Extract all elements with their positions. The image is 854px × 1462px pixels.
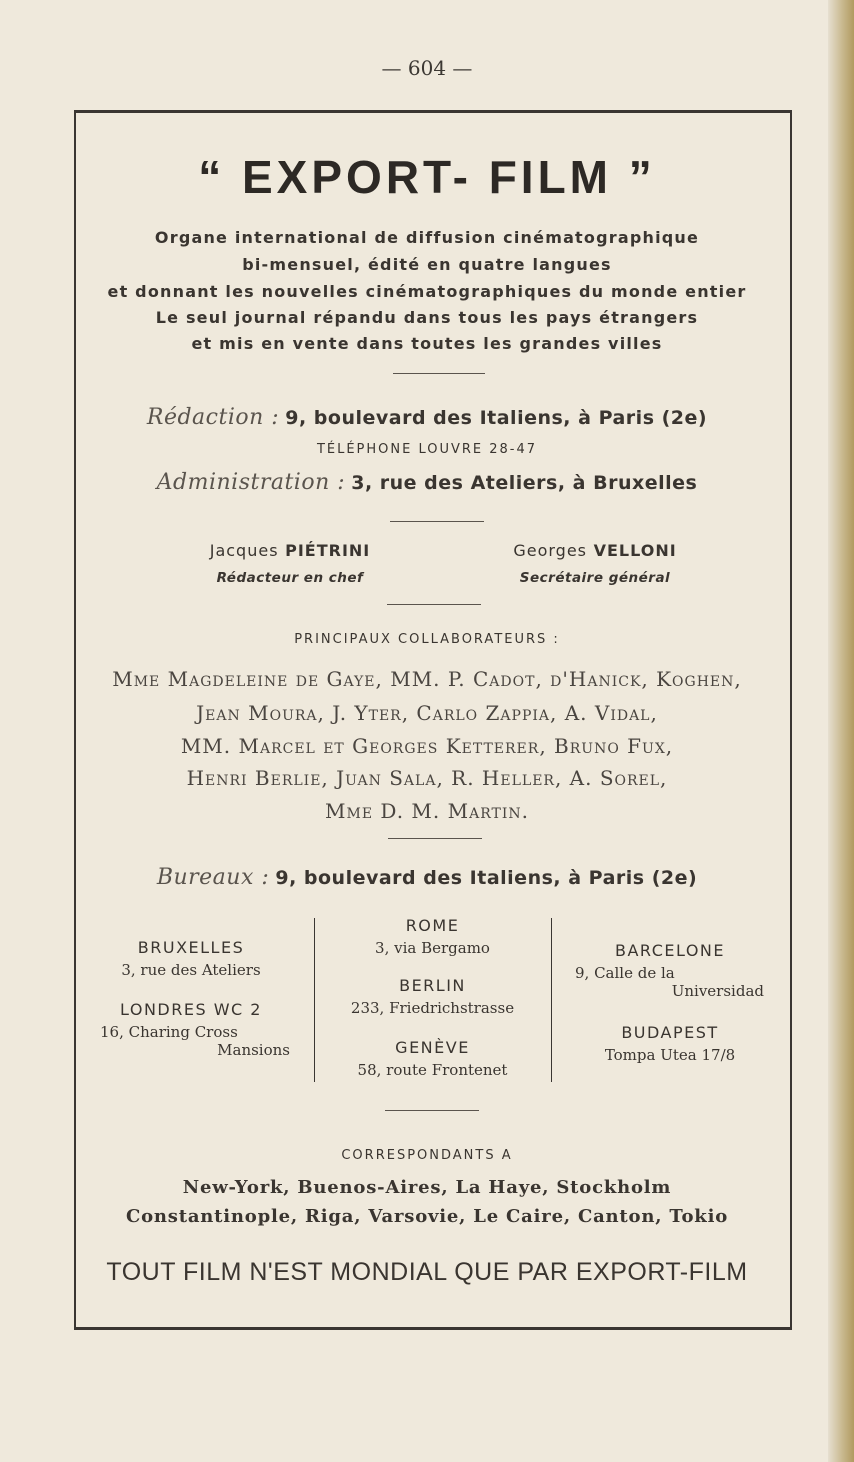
staff-last-name: VELLONI xyxy=(593,541,677,560)
correspondants-heading: CORRESPONDANTS A xyxy=(341,1148,513,1163)
description-line: Le seul journal répandu dans tous les pays étrangers xyxy=(155,308,699,327)
page-number: — 604 — xyxy=(381,56,473,80)
staff-first-name: Georges xyxy=(513,541,587,560)
office-rome xyxy=(320,916,545,957)
office-barcelone xyxy=(572,941,768,1000)
office-city: GENÈVE xyxy=(395,1038,470,1057)
redaction-address xyxy=(0,405,854,430)
collaborators-line: Henri Berlie, Juan Sala, R. Heller, A. Sorel, xyxy=(186,766,668,790)
office-city: ROME xyxy=(405,916,460,935)
divider xyxy=(385,1110,479,1111)
office-city: BUDAPEST xyxy=(621,1023,719,1042)
office-street: 9, Calle de la xyxy=(575,964,675,982)
bureaux-value: 9, boulevard des Italiens, à Paris (2e) xyxy=(275,867,698,889)
divider xyxy=(393,373,485,374)
office-city: BRUXELLES xyxy=(137,938,245,957)
office-street: 233, Friedrichstrasse xyxy=(350,999,515,1017)
office-street: 58, route Frontenet xyxy=(357,1061,508,1079)
staff-redacteur xyxy=(140,541,440,586)
office-londres xyxy=(100,1000,290,1059)
description-line: bi-mensuel, édité en quatre langues xyxy=(242,255,612,274)
column-divider xyxy=(314,918,315,1082)
staff-first-name: Jacques xyxy=(209,541,279,560)
office-street: Mansions xyxy=(217,1041,290,1059)
redaction-label: Rédaction : xyxy=(146,405,280,430)
office-city: BARCELONE xyxy=(614,941,726,960)
office-berlin xyxy=(320,976,545,1017)
office-street: 16, Charing Cross xyxy=(100,1023,238,1041)
redaction-value: 9, boulevard des Italiens, à Paris (2e) xyxy=(285,407,708,429)
office-geneve xyxy=(320,1038,545,1079)
divider xyxy=(387,604,481,605)
collaborators-line: Mme Magdeleine de Gaye, MM. P. Cadot, d'Hanick, Koghen, xyxy=(112,667,742,691)
administration-label: Administration : xyxy=(156,470,346,495)
office-street: Tompa Utea 17/8 xyxy=(604,1046,736,1064)
bureaux-label: Bureaux : xyxy=(156,865,270,890)
office-street: Universidad xyxy=(671,982,764,1000)
administration-value: 3, rue des Ateliers, à Bruxelles xyxy=(351,472,698,494)
collaborators-heading: PRINCIPAUX COLLABORATEURS : xyxy=(294,632,560,647)
office-city: LONDRES WC 2 xyxy=(120,1000,262,1019)
description-line: et donnant les nouvelles cinématographiques du monde entier xyxy=(107,282,747,301)
telephone: TÉLÉPHONE LOUVRE 28-47 xyxy=(316,442,538,457)
collaborators-line: MM. Marcel et Georges Ketterer, Bruno Fux, xyxy=(180,734,674,758)
description-line: Organe international de diffusion cinématographique xyxy=(154,228,700,247)
divider xyxy=(390,521,484,522)
ad-title: “ EXPORT- FILM ” xyxy=(198,151,656,203)
staff-role: Secrétaire général xyxy=(519,570,671,586)
bureaux-address xyxy=(0,865,854,890)
office-street: 3, via Bergamo xyxy=(375,939,490,957)
office-street: 3, rue des Ateliers xyxy=(121,961,261,979)
divider xyxy=(388,838,482,839)
staff-role: Rédacteur en chef xyxy=(216,570,364,586)
office-bruxelles xyxy=(100,938,290,979)
collaborators-line: Jean Moura, J. Yter, Carlo Zappia, A. Vidal, xyxy=(196,701,658,725)
office-city: BERLIN xyxy=(399,976,466,995)
correspondants-line: Constantinople, Riga, Varsovie, Le Caire, Canton, Tokio xyxy=(125,1206,729,1227)
correspondants-line: New-York, Buenos-Aires, La Haye, Stockholm xyxy=(182,1177,672,1198)
staff-last-name: PIÉTRINI xyxy=(285,541,371,560)
slogan: TOUT FILM N'EST MONDIAL QUE PAR EXPORT-FILM xyxy=(106,1258,748,1286)
description-line: et mis en vente dans toutes les grandes villes xyxy=(191,334,663,353)
administration-address xyxy=(0,470,854,495)
collaborators-line: Mme D. M. Martin. xyxy=(325,799,529,823)
column-divider xyxy=(551,918,552,1082)
staff-secretaire xyxy=(445,541,745,586)
office-budapest xyxy=(572,1023,768,1064)
